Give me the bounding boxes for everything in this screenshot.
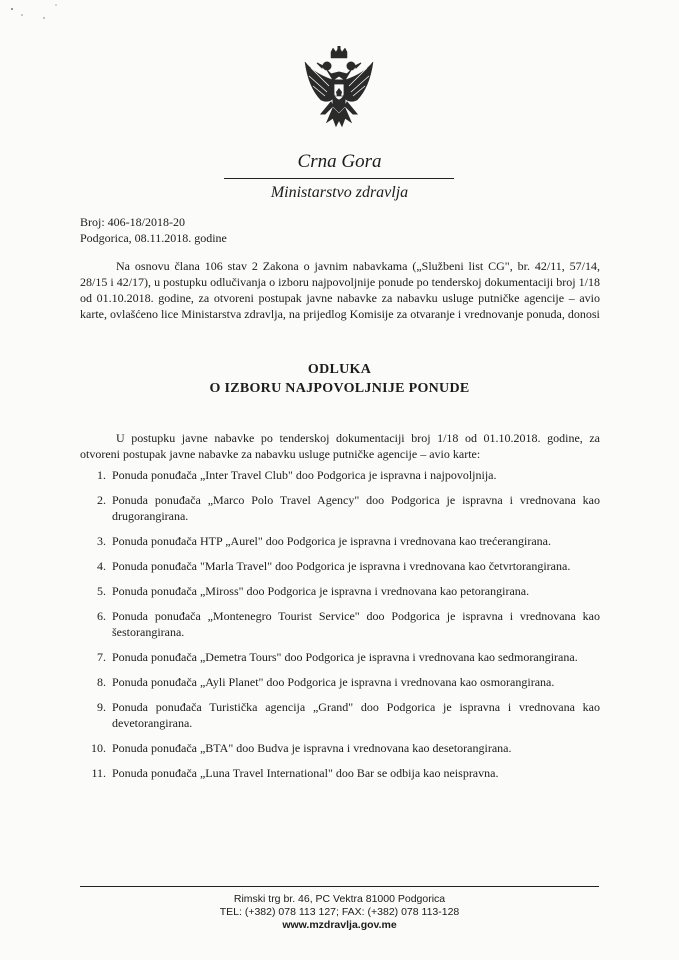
- reference-number: Broj: 406-18/2018-20: [80, 215, 185, 229]
- offer-number: 5.: [97, 584, 106, 598]
- offer-item: [80, 492, 600, 524]
- offer-item: [80, 533, 600, 549]
- offer-number: 6.: [97, 609, 106, 623]
- offer-text: Ponuda ponuđača „Demetra Tours" doo Podgorica je ispravna i vrednovana kao sedmorangirana.: [112, 650, 578, 664]
- ministry-name: Ministarstvo zdravlja: [270, 184, 409, 201]
- offer-text: Ponuda ponuđača HTP „Aurel" doo Podgorica je ispravna i vrednovana kao trećerangirana.: [112, 534, 551, 548]
- country-name: Crna Gora: [297, 151, 382, 172]
- offer-number: 1.: [97, 468, 106, 482]
- intro-paragraph: U postupku javne nabavke po tenderskoj dokumentaciji broj 1/18 od 01.10.2018. godine, za otvoreni postupak javne nabavke za nabavku usluge putničke agencije – avio karte:: [80, 431, 600, 461]
- offer-number: 10.: [91, 741, 106, 755]
- offer-number: 8.: [97, 675, 106, 689]
- document-meta: [80, 214, 227, 246]
- offer-number: 3.: [97, 534, 106, 548]
- offer-text: Ponuda ponuđača Turistička agencija „Grand" doo Podgorica je ispravna i vrednovana kao devetorangirana.: [112, 700, 600, 730]
- offer-item: [80, 674, 600, 690]
- offer-number: 9.: [97, 700, 106, 714]
- offers-list: [80, 467, 600, 790]
- offer-item: [80, 467, 600, 483]
- offer-text: Ponuda ponuđača "Marla Travel" doo Podgorica je ispravna i vrednovana kao četvrtorangirana.: [112, 559, 571, 573]
- header-divider: [224, 178, 454, 179]
- offer-text: Ponuda ponuđača „Inter Travel Club" doo Podgorica je ispravna i najpovoljnija.: [112, 468, 497, 482]
- scan-specks: [0, 0, 679, 30]
- footer-divider: [80, 886, 599, 887]
- offer-item: [80, 765, 600, 781]
- preamble-paragraph: Na osnovu člana 106 stav 2 Zakona o javnim nabavkama („Službeni list CG", br. 42/11, 57/14, 28/15 i 42/17), u postupku odlučivanja o izboru najpovoljnije ponude po tenderskoj dokumentaciji broj 1/18 od 01.10.2018. godine, za otvoreni postupak javne nabavke za nabavku usluge putničke agencije – avio karte, ovlašćeno lice Ministarstva zdravlja, na prijedlog Komisije za otvaranje i vrednovanje ponuda, donosi: [80, 259, 600, 321]
- decision-title-line1: ODLUKA: [307, 362, 372, 377]
- offer-number: 4.: [97, 559, 106, 573]
- offer-text: Ponuda ponuđača „BTA" doo Budva je ispravna i vrednovana kao desetorangirana.: [112, 741, 512, 755]
- offer-text: Ponuda ponuđača „Miross" doo Podgorica je ispravna i vrednovana kao petorangirana.: [112, 584, 530, 598]
- offer-item: [80, 740, 600, 756]
- offer-text: Ponuda ponuđača „Ayli Planet" doo Podgorica je ispravna i vrednovana kao osmorangirana.: [112, 675, 555, 689]
- offer-text: Ponuda ponuđača „Luna Travel International" doo Bar se odbija kao neispravna.: [112, 766, 499, 780]
- offer-number: 7.: [97, 650, 106, 664]
- offer-number: 11.: [91, 766, 106, 780]
- place-date: Podgorica, 08.11.2018. godine: [80, 231, 227, 245]
- offer-item: [80, 558, 600, 574]
- offer-item: [80, 583, 600, 599]
- offer-number: 2.: [97, 493, 106, 507]
- coat-of-arms-icon: [303, 46, 375, 134]
- footer-address: Rimski trg br. 46, PC Vektra 81000 Podgorica: [233, 893, 446, 905]
- offer-text: Ponuda ponuđača „Marco Polo Travel Agency" doo Podgorica je ispravna i vrednovana kao drugorangirana.: [112, 493, 600, 523]
- offer-item: [80, 649, 600, 665]
- decision-title-line2: O IZBORU NAJPOVOLJNIJE PONUDE: [209, 381, 470, 396]
- offer-text: Ponuda ponuđača „Montenegro Tourist Service" doo Podgorica je ispravna i vrednovana kao šestorangirana.: [112, 609, 600, 639]
- footer: [0, 893, 679, 932]
- footer-website-link[interactable]: www.mzdravlja.gov.me: [282, 919, 397, 931]
- offer-item: [80, 699, 600, 731]
- footer-phone: TEL: (+382) 078 113 127; FAX: (+382) 078 113-128: [219, 906, 460, 918]
- decision-title: [0, 360, 679, 398]
- offer-item: [80, 608, 600, 640]
